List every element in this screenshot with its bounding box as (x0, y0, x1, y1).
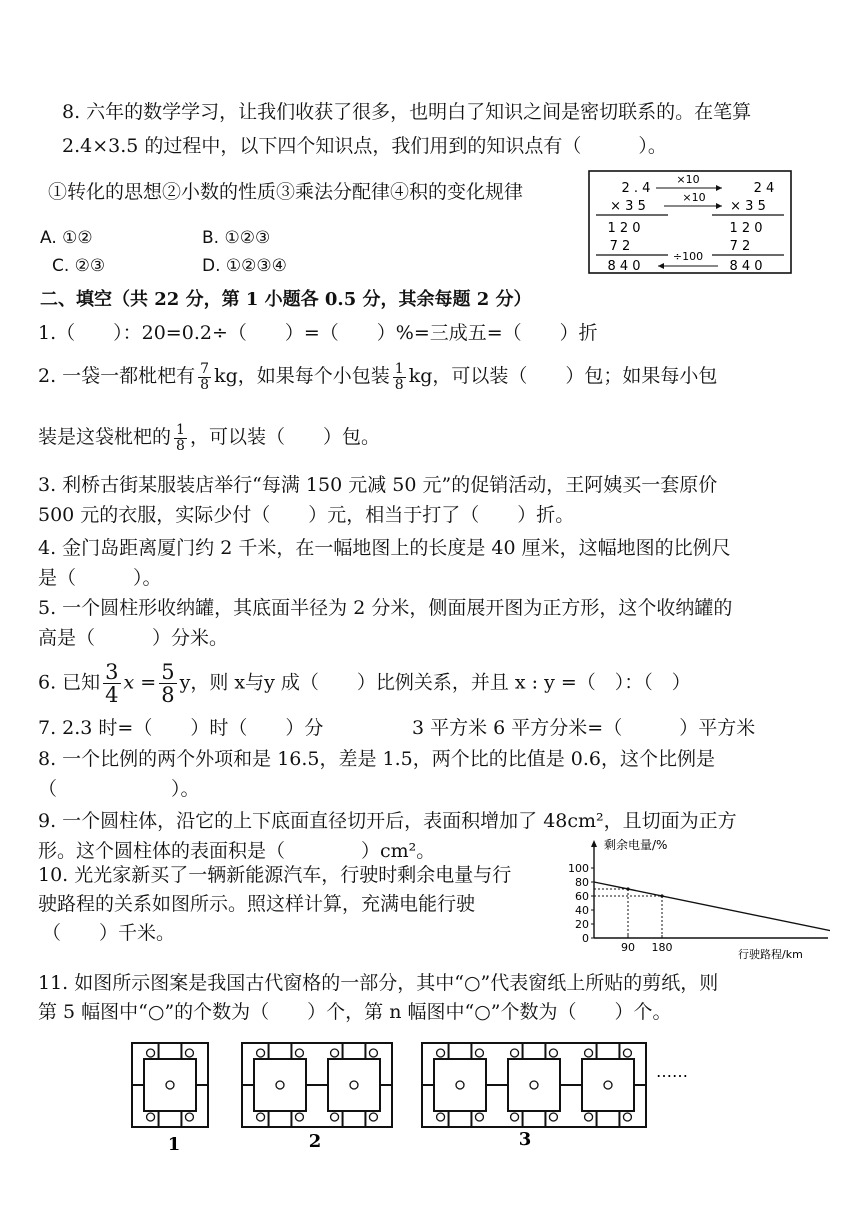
q2-text-a: 2. 一袋一都枇杷有 (38, 365, 196, 388)
calc-right-row3: 1 2 0 (729, 221, 763, 236)
calc-arrow2-label: ×10 (682, 191, 706, 204)
q7-part2: 3 平方米 6 平方分米=（ ）平方米 (412, 717, 756, 739)
q2-line1 (38, 362, 717, 392)
window-lattice-figures (120, 1035, 720, 1155)
q8-fill-line1: 8. 一个比例的两个外项和是 16.5，差是 1.5，两个比的比值是 0.6，这个比例是 (38, 748, 716, 770)
paper-cut-circle (295, 1113, 303, 1121)
paper-cut-circle (585, 1049, 593, 1057)
q4-line1: 4. 金门岛距离厦门约 2 千米，在一幅地图上的长度是 40 厘米，这幅地图的比例尺 (38, 537, 731, 559)
q8-line1: 8. 六年的数学学习，让我们收获了很多，也明白了知识之间是密切联系的。在笔算 (62, 101, 752, 123)
figure-ellipsis: …… (656, 1062, 688, 1081)
paper-cut-circle (456, 1081, 464, 1089)
paper-cut-circle (369, 1049, 377, 1057)
calc-arrow3-label: ÷100 (672, 250, 704, 263)
paper-cut-circle (350, 1081, 358, 1089)
q5-line1: 5. 一个圆柱形收纳罐，其底面半径为 2 分米，侧面展开图为正方形，这个收纳罐的 (38, 597, 733, 619)
paper-cut-circle (369, 1113, 377, 1121)
calc-left-row4: 7 2 (609, 239, 631, 254)
q2-text-e: ，可以装（ ）包。 (189, 426, 380, 449)
q10-line1: 10. 光光家新买了一辆新能源汽车，行驶时剩余电量与行 (38, 864, 512, 886)
chart-ytick-label: 0 (582, 932, 589, 945)
q2-text-d: 装是这袋枇杷的 (38, 426, 172, 449)
chart-ytick-label: 100 (568, 862, 589, 875)
q1: 1.（ ）：20=0.2÷（ ）=（ ）%=三成五=（ ）折 (38, 322, 598, 344)
vertical-calculation-figure (588, 170, 792, 274)
chart-ytick-label: 20 (575, 918, 589, 931)
q4-line2: 是（ ）。 (38, 567, 162, 589)
q11-line2: 第 5 幅图中“○”的个数为（ ）个，第 n 幅图中“○”个数为（ ）个。 (38, 1001, 672, 1023)
q11-line1: 11. 如图所示图案是我国古代窗格的一部分，其中“○”代表窗纸上所贴的剪纸，则 (38, 972, 719, 994)
calc-right-row5: 8 4 0 (729, 259, 763, 274)
paper-cut-circle (585, 1113, 593, 1121)
calc-left-row5: 8 4 0 (607, 259, 641, 274)
q10-line2: 驶路程的关系如图所示。照这样计算，充满电能行驶 (38, 893, 476, 915)
paper-cut-circle (604, 1081, 612, 1089)
q10-line3: （ ）千米。 (42, 922, 176, 944)
figure-label-1: 1 (167, 1134, 181, 1155)
q5-line2: 高是（ ）分米。 (38, 627, 229, 649)
paper-cut-circle (437, 1049, 445, 1057)
q8-line2: 2.4×3.5 的过程中，以下四个知识点，我们用到的知识点有（ ）。 (62, 135, 667, 157)
paper-cut-circle (475, 1113, 483, 1121)
fraction-five-eighths: $\frac{5}{8}$ (161, 660, 175, 708)
fraction-three-quarters: $\frac{3}{4}$ (105, 660, 119, 708)
calc-left-row1: 2 . 4 (621, 181, 651, 196)
battery-distance-chart (560, 835, 830, 965)
q8-fill-line2: （ ）。 (38, 778, 200, 800)
q3-line2: 500 元的衣服，实际少付（ ）元，相当于打了（ ）折。 (38, 504, 575, 526)
option-a: A. ①② (40, 228, 93, 248)
chart-ytick-label: 80 (575, 876, 589, 889)
chart-xlabel: 行驶路程/km (738, 948, 803, 961)
paper-cut-circle (530, 1081, 538, 1089)
paper-cut-circle (623, 1049, 631, 1057)
calc-arrow1-label: ×10 (676, 173, 700, 186)
q8-knowledge-points: ①转化的思想②小数的性质③乘法分配律④积的变化规律 (48, 181, 524, 203)
fraction-one-eighth-2: $\frac{1}{8}$ (176, 422, 185, 454)
calc-left-row3: 1 2 0 (607, 221, 641, 236)
fraction-seven-eighths: $\frac{7}{8}$ (200, 361, 210, 393)
chart-xtick-label: 90 (621, 941, 635, 954)
paper-cut-circle (276, 1081, 284, 1089)
chart-ytick-label: 60 (575, 890, 589, 903)
paper-cut-circle (331, 1113, 339, 1121)
chart-xtick-label: 180 (651, 941, 673, 954)
paper-cut-circle (166, 1081, 174, 1089)
paper-cut-circle (257, 1049, 265, 1057)
paper-cut-circle (475, 1049, 483, 1057)
fraction-one-eighth: $\frac{1}{8}$ (394, 361, 404, 393)
calc-right-row4: 7 2 (729, 239, 751, 254)
figure-label-2: 2 (308, 1131, 322, 1152)
option-c: C. ②③ (52, 256, 106, 276)
q6-text-b: x = (123, 671, 157, 694)
calc-left-row2: × 3 5 (610, 199, 646, 214)
q6-line (38, 661, 691, 706)
q3-line1: 3. 利桥古街某服装店举行“每满 150 元减 50 元”的促销活动，王阿姨买一套原价 (38, 474, 718, 496)
q2-line2 (38, 423, 380, 453)
paper-cut-circle (185, 1113, 193, 1121)
paper-cut-circle (147, 1113, 155, 1121)
figure-label-3: 3 (518, 1129, 532, 1150)
q2-text-b: kg，如果每个小包装 (214, 365, 390, 388)
chart-y-arrow (591, 840, 597, 847)
q2-text-c: kg，可以装（ ）包；如果每小包 (408, 365, 718, 388)
q9-line1: 9. 一个圆柱体，沿它的上下底面直径切开后，表面积增加了 48cm²，且切面为正方 (38, 810, 737, 832)
calc-right-row1: 2 4 (753, 181, 775, 196)
chart-ylabel: 剩余电量/% (604, 838, 668, 852)
paper-cut-circle (437, 1113, 445, 1121)
q7-part1: 7. 2.3 时=（ ）时（ ）分 (38, 717, 324, 739)
paper-cut-circle (295, 1049, 303, 1057)
paper-cut-circle (331, 1049, 339, 1057)
chart-ytick-label: 40 (575, 904, 589, 917)
paper-cut-circle (549, 1113, 557, 1121)
q6-text-a: 6. 已知 (38, 671, 101, 694)
chart-series-line (594, 882, 830, 938)
calc-right-row2: × 3 5 (730, 199, 766, 214)
paper-cut-circle (511, 1049, 519, 1057)
section2-title: 二、填空（共 22 分，第 1 小题各 0.5 分，其余每题 2 分） (40, 289, 532, 310)
paper-cut-circle (623, 1113, 631, 1121)
paper-cut-circle (147, 1049, 155, 1057)
paper-cut-circle (257, 1113, 265, 1121)
q6-text-c: y，则 x与y 成（ ）比例关系，并且 x : y =（ ）：（ ） (179, 671, 691, 694)
paper-cut-circle (511, 1113, 519, 1121)
paper-cut-circle (549, 1049, 557, 1057)
q9-line2: 形。这个圆柱体的表面积是（ ）cm²。 (38, 840, 436, 862)
option-b: B. ①②③ (202, 228, 271, 248)
paper-cut-circle (185, 1049, 193, 1057)
option-d: D. ①②③④ (202, 256, 287, 276)
